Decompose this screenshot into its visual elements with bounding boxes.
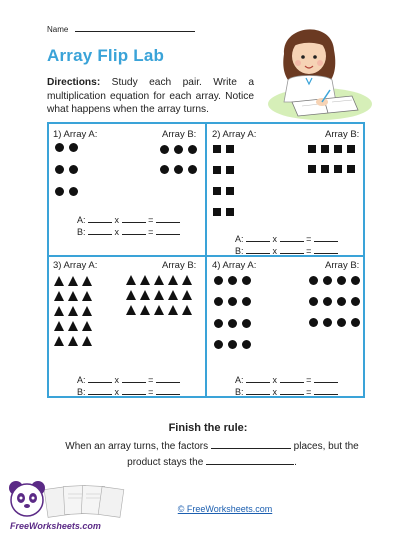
cell-3-equation-b: B: x = [77, 386, 180, 397]
cell-3-equation-a: A: x = [77, 374, 180, 385]
blank[interactable] [314, 386, 338, 395]
blank[interactable] [88, 214, 112, 223]
blank[interactable] [314, 374, 338, 383]
logo-text: FreeWorksheets.com [10, 521, 101, 531]
rule-blank-2[interactable] [206, 456, 294, 465]
blank[interactable] [122, 386, 146, 395]
cell-2-equation-a: A: x = [235, 233, 338, 244]
blank[interactable] [246, 233, 270, 242]
rule-blank-1[interactable] [211, 440, 291, 449]
blank[interactable] [280, 245, 304, 254]
blank[interactable] [156, 374, 180, 383]
cell-3-label-b: Array B: [162, 260, 197, 271]
girl-reading-illustration [262, 18, 374, 124]
name-field-line[interactable] [75, 25, 195, 32]
cell-3-array-b [126, 275, 202, 321]
cell-2-label-a: 2) Array A: [212, 129, 257, 140]
name-row [47, 25, 195, 34]
cell-1-label-a: 1) Array A: [53, 129, 98, 140]
blank[interactable] [88, 226, 112, 235]
blank[interactable] [280, 233, 304, 242]
rule-heading: Finish the rule: [168, 422, 248, 434]
cell-1-label-b: Array B: [162, 129, 197, 140]
cell-1-array-b [160, 145, 200, 175]
cell-2-label-b: Array B: [325, 129, 360, 140]
grid-divider-vertical [205, 122, 207, 398]
blank[interactable] [88, 374, 112, 383]
cell-4-array-a [214, 276, 254, 350]
worksheet-title: Array Flip Lab [47, 46, 165, 65]
blank[interactable] [246, 386, 270, 395]
cell-2-array-a [213, 145, 239, 217]
cell-3-label-a: 3) Array A: [53, 260, 98, 271]
blank[interactable] [88, 386, 112, 395]
rule-line-1: When an array turns, the factors places, but the [65, 441, 359, 452]
blank[interactable] [246, 374, 270, 383]
copyright-link[interactable]: © FreeWorksheets.com [177, 504, 273, 514]
cell-4-label-a: 4) Array A: [212, 260, 257, 271]
blank[interactable] [156, 214, 180, 223]
blank[interactable] [122, 226, 146, 235]
cell-4-equation-b: B: x = [235, 386, 338, 397]
blank[interactable] [280, 374, 304, 383]
cell-3-array-a [54, 276, 90, 360]
blank[interactable] [280, 386, 304, 395]
cell-2-equation-b: B: x = [235, 245, 338, 256]
freeworksheets-logo [4, 478, 154, 524]
cell-4-label-b: Array B: [325, 260, 360, 271]
blank[interactable] [314, 233, 338, 242]
blank[interactable] [156, 386, 180, 395]
cell-4-equation-a: A: x = [235, 374, 338, 385]
directions-label: Directions: [47, 77, 101, 88]
blank[interactable] [122, 374, 146, 383]
directions [47, 76, 254, 117]
blank[interactable] [314, 245, 338, 254]
cell-1-array-a [55, 143, 85, 201]
cell-1-equation-a: A: x = [77, 214, 180, 225]
cell-4-array-b [309, 276, 363, 328]
rule-line-2: product stays the . [127, 457, 297, 468]
cell-1-equation-b: B: x = [77, 226, 180, 237]
blank[interactable] [122, 214, 146, 223]
blank[interactable] [246, 245, 270, 254]
name-label: Name [47, 25, 69, 34]
cell-2-array-b [308, 145, 364, 175]
directions-text: Study each pair. Write a multiplication equation for each array. Notice what happens when the array turns. [47, 77, 254, 115]
blank[interactable] [156, 226, 180, 235]
